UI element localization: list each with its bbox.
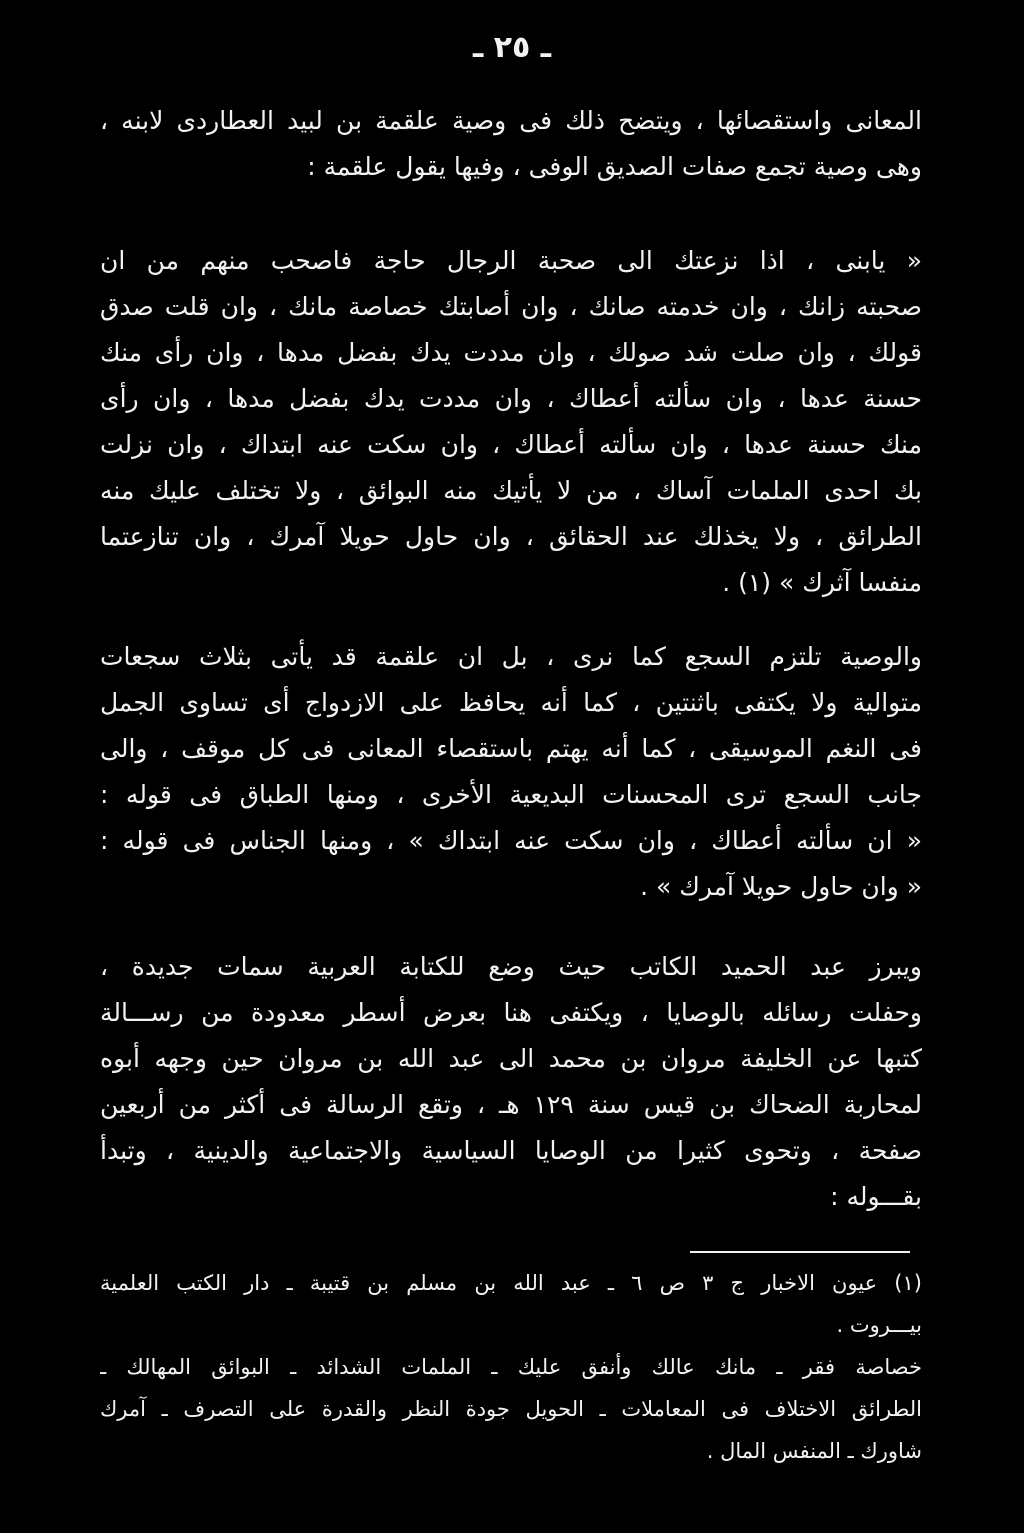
- text-line: وهى وصية تجمع صفات الصديق الوفى ، وفيها يقول علقمة :: [307, 152, 922, 181]
- footnote-line: خصاصة فقر ـ مانك عالك وأنفق عليك ـ الملمات الشدائد ـ البوائق المهالك ـ: [100, 1355, 922, 1379]
- text-line: قولك ، وان صلت شد صولك ، وان مددت يدك بفضل مدها ، وان رأى منك: [100, 338, 922, 367]
- footnote: [100, 1262, 922, 1472]
- text-line: الطرائق ، ولا يخذلك عند الحقائق ، وان حاول حويلا آمرك ، وان تنازعتما: [100, 522, 922, 551]
- text-line: بقـــوله :: [830, 1182, 922, 1211]
- footnote-line: بيـــروت .: [836, 1313, 922, 1337]
- text-line: ويبرز عبد الحميد الكاتب حيث وضع للكتابة العربية سمات جديدة ،: [100, 952, 922, 981]
- footnote-line: شاورك ـ المنفس المال .: [706, 1439, 922, 1463]
- text-line: بك احدى الملمات آساك ، من لا يأتيك منه البوائق ، ولا تختلف عليك منه: [100, 476, 922, 505]
- footnote-line: الطرائق الاختلاف فى المعاملات ـ الحويل جودة النظر والقدرة على التصرف ـ آمرك: [100, 1397, 922, 1421]
- text-line: حسنة عدها ، وان سألته أعطاك ، وان مددت يدك بفضل مدها ، وان رأى: [100, 384, 922, 413]
- analysis-paragraph: [100, 634, 922, 910]
- text-line: « وان حاول حويلا آمرك » .: [640, 872, 922, 901]
- text-line: وحفلت رسائله بالوصايا ، ويكتفى هنا بعرض أسطر معدودة من رســـالة: [100, 998, 922, 1027]
- text-line: صفحة ، وتحوى كثيرا من الوصايا السياسية والاجتماعية والدينية ، وتبدأ: [100, 1136, 922, 1165]
- text-line: والوصية تلتزم السجع كما نرى ، بل ان علقمة قد يأتى بثلاث سجعات: [100, 642, 922, 671]
- text-line: منك حسنة عدها ، وان سألته أعطاك ، وان سكت عنه ابتداك ، وان نزلت: [100, 430, 922, 459]
- footnote-divider: [690, 1251, 910, 1253]
- text-line: جانب السجع ترى المحسنات البديعية الأخرى ، ومنها الطباق فى قوله :: [100, 780, 922, 809]
- intro-paragraph: [100, 98, 922, 190]
- text-line: المعانى واستقصائها ، ويتضح ذلك فى وصية علقمة بن لبيد العطاردى لابنه ،: [100, 106, 922, 135]
- text-line: منفسا آثرك » (١) .: [722, 568, 922, 597]
- text-line: فى النغم الموسيقى ، كما أنه يهتم باستقصاء المعانى فى كل موقف ، والى: [100, 734, 922, 763]
- text-line: « يابنى ، اذا نزعتك الى صحبة الرجال حاجة فاصحب منهم من ان: [100, 246, 922, 275]
- quote-paragraph: [100, 238, 922, 606]
- text-line: كتبها عن الخليفة مروان بن محمد الى عبد الله بن مروان حين وجهه أبوه: [100, 1044, 922, 1073]
- text-line: متوالية ولا يكتفى باثنتين ، كما أنه يحافظ على الازدواج أى تساوى الجمل: [100, 688, 922, 717]
- text-line: « ان سألته أعطاك ، وان سكت عنه ابتداك » ، ومنها الجناس فى قوله :: [100, 826, 922, 855]
- text-line: صحبته زانك ، وان خدمته صانك ، وان أصابتك خصاصة مانك ، وان قلت صدق: [100, 292, 922, 321]
- footnote-line: (١) عيون الاخبار ج ٣ ص ٦ ـ عبد الله بن مسلم بن قتيبة ـ دار الكتب العلمية: [100, 1271, 922, 1295]
- page-number: ـ ٢٥ ـ: [472, 30, 552, 65]
- text-line: لمحاربة الضحاك بن قيس سنة ١٢٩ هـ ، وتقع الرسالة فى أكثر من أربعين: [100, 1090, 922, 1119]
- abdulhamid-paragraph: [100, 944, 922, 1220]
